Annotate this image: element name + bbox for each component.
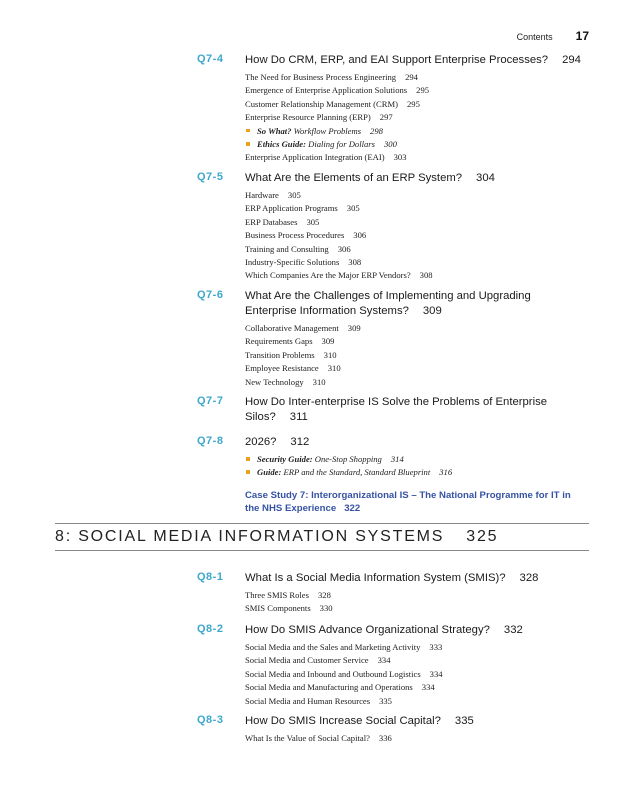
chapter-page: 325 bbox=[466, 528, 499, 545]
section-page: 335 bbox=[454, 715, 474, 727]
toc-item[interactable]: Hardware 305 bbox=[245, 190, 301, 200]
section-code: Q8-3 bbox=[197, 714, 224, 726]
toc-item[interactable]: SMIS Components 330 bbox=[245, 603, 333, 614]
toc-item[interactable]: ERP Application Programs 305 bbox=[245, 203, 360, 214]
section-page: 328 bbox=[519, 572, 539, 584]
section-title[interactable]: 2026? 312 bbox=[245, 436, 310, 448]
toc-item[interactable]: Social Media and Inbound and Outbound Logistics 334 bbox=[245, 668, 443, 679]
header-page-number: 17 bbox=[575, 29, 589, 43]
section-page: 311 bbox=[289, 411, 308, 423]
running-header bbox=[517, 29, 589, 43]
toc-section bbox=[197, 714, 595, 745]
guide-item[interactable]: Security Guide: One-Stop Shopping 314 bbox=[245, 453, 595, 466]
section-title[interactable]: What Is a Social Media Information System (SMIS)? 328 bbox=[245, 572, 539, 584]
toc-section bbox=[197, 53, 595, 165]
toc-item[interactable]: Social Media and Customer Service 334 bbox=[245, 655, 391, 666]
toc-item[interactable]: Customer Relationship Management (CRM) 295 bbox=[245, 98, 420, 109]
section-items bbox=[245, 453, 595, 480]
section-items bbox=[245, 589, 595, 616]
section-title[interactable]: What Are the Elements of an ERP System? 304 bbox=[245, 172, 495, 184]
section-page: 294 bbox=[562, 54, 581, 66]
header-label: Contents bbox=[516, 32, 553, 42]
section-title[interactable]: How Do Inter-enterprise IS Solve the Problems of Enterprise Silos? 311 bbox=[245, 396, 548, 423]
section-items bbox=[245, 189, 595, 283]
section-title[interactable]: How Do SMIS Increase Social Capital? 335 bbox=[245, 715, 474, 727]
toc-item[interactable]: What Is the Value of Social Capital? 336 bbox=[245, 733, 392, 743]
guide-item[interactable]: Ethics Guide: Dialing for Dollars 300 bbox=[245, 138, 595, 151]
toc-item[interactable]: Business Process Procedures 306 bbox=[245, 230, 367, 241]
toc-section bbox=[197, 623, 595, 708]
section-title[interactable]: What Are the Challenges of Implementing and Upgrading Enterprise Information Systems? 309 bbox=[245, 290, 531, 317]
section-code: Q7-5 bbox=[197, 171, 224, 183]
toc-item[interactable]: Three SMIS Roles 328 bbox=[245, 590, 331, 600]
section-code: Q7-4 bbox=[197, 53, 224, 65]
section-page: 332 bbox=[503, 624, 523, 636]
section-page: 312 bbox=[290, 436, 310, 448]
toc-item[interactable]: Enterprise Resource Planning (ERP) 297 bbox=[245, 112, 393, 123]
chapter-heading bbox=[55, 523, 589, 551]
case-study-link[interactable]: Case Study 7: Interorganizational IS – The National Programme for IT in the NHS Experience 322 bbox=[245, 489, 571, 514]
section-title[interactable]: How Do SMIS Advance Organizational Strategy? 332 bbox=[245, 624, 523, 636]
toc-section bbox=[197, 171, 595, 283]
toc-item[interactable]: Employee Resistance 310 bbox=[245, 363, 341, 374]
section-code: Q8-1 bbox=[197, 571, 224, 583]
section-title[interactable]: How Do CRM, ERP, and EAI Support Enterprise Processes? 294 bbox=[245, 54, 581, 66]
section-page: 304 bbox=[476, 172, 495, 184]
toc-item[interactable]: Enterprise Application Integration (EAI) 303 bbox=[245, 152, 407, 163]
section-items bbox=[245, 322, 595, 389]
toc-item[interactable]: The Need for Business Process Engineering 294 bbox=[245, 72, 418, 82]
section-code: Q8-2 bbox=[197, 623, 224, 635]
toc-item[interactable]: New Technology 310 bbox=[245, 376, 326, 387]
chapter-title[interactable]: 8: SOCIAL MEDIA INFORMATION SYSTEMS 325 bbox=[55, 528, 499, 545]
section-code: Q7-7 bbox=[197, 395, 224, 407]
toc-section bbox=[197, 571, 595, 616]
toc-item[interactable]: Training and Consulting 306 bbox=[245, 243, 351, 254]
section-page: 309 bbox=[422, 305, 442, 317]
guide-item[interactable]: Guide: ERP and the Standard, Standard Blueprint 316 bbox=[245, 466, 595, 479]
toc-item[interactable]: ERP Databases 305 bbox=[245, 216, 320, 227]
toc-section bbox=[197, 395, 595, 425]
toc-item[interactable]: Industry-Specific Solutions 308 bbox=[245, 257, 362, 268]
toc-item[interactable]: Emergence of Enterprise Application Solutions 295 bbox=[245, 85, 430, 96]
toc-item[interactable]: Requirements Gaps 309 bbox=[245, 336, 335, 347]
section-code: Q7-6 bbox=[197, 289, 224, 301]
section-items bbox=[245, 71, 595, 165]
toc-item[interactable]: Social Media and the Sales and Marketing Activity 333 bbox=[245, 642, 443, 652]
toc-section bbox=[197, 289, 595, 389]
toc-item[interactable]: Social Media and Manufacturing and Operations 334 bbox=[245, 682, 435, 693]
toc-item[interactable]: Collaborative Management 309 bbox=[245, 323, 361, 333]
toc-item[interactable]: Transition Problems 310 bbox=[245, 349, 337, 360]
section-items bbox=[245, 732, 595, 745]
toc-item[interactable]: Social Media and Human Resources 335 bbox=[245, 695, 392, 706]
guide-item[interactable]: So What? Workflow Problems 298 bbox=[245, 125, 595, 138]
section-code: Q7-8 bbox=[197, 435, 224, 447]
toc-section bbox=[197, 435, 595, 515]
toc-item[interactable]: Which Companies Are the Major ERP Vendors? 308 bbox=[245, 270, 433, 281]
section-items bbox=[245, 641, 595, 708]
